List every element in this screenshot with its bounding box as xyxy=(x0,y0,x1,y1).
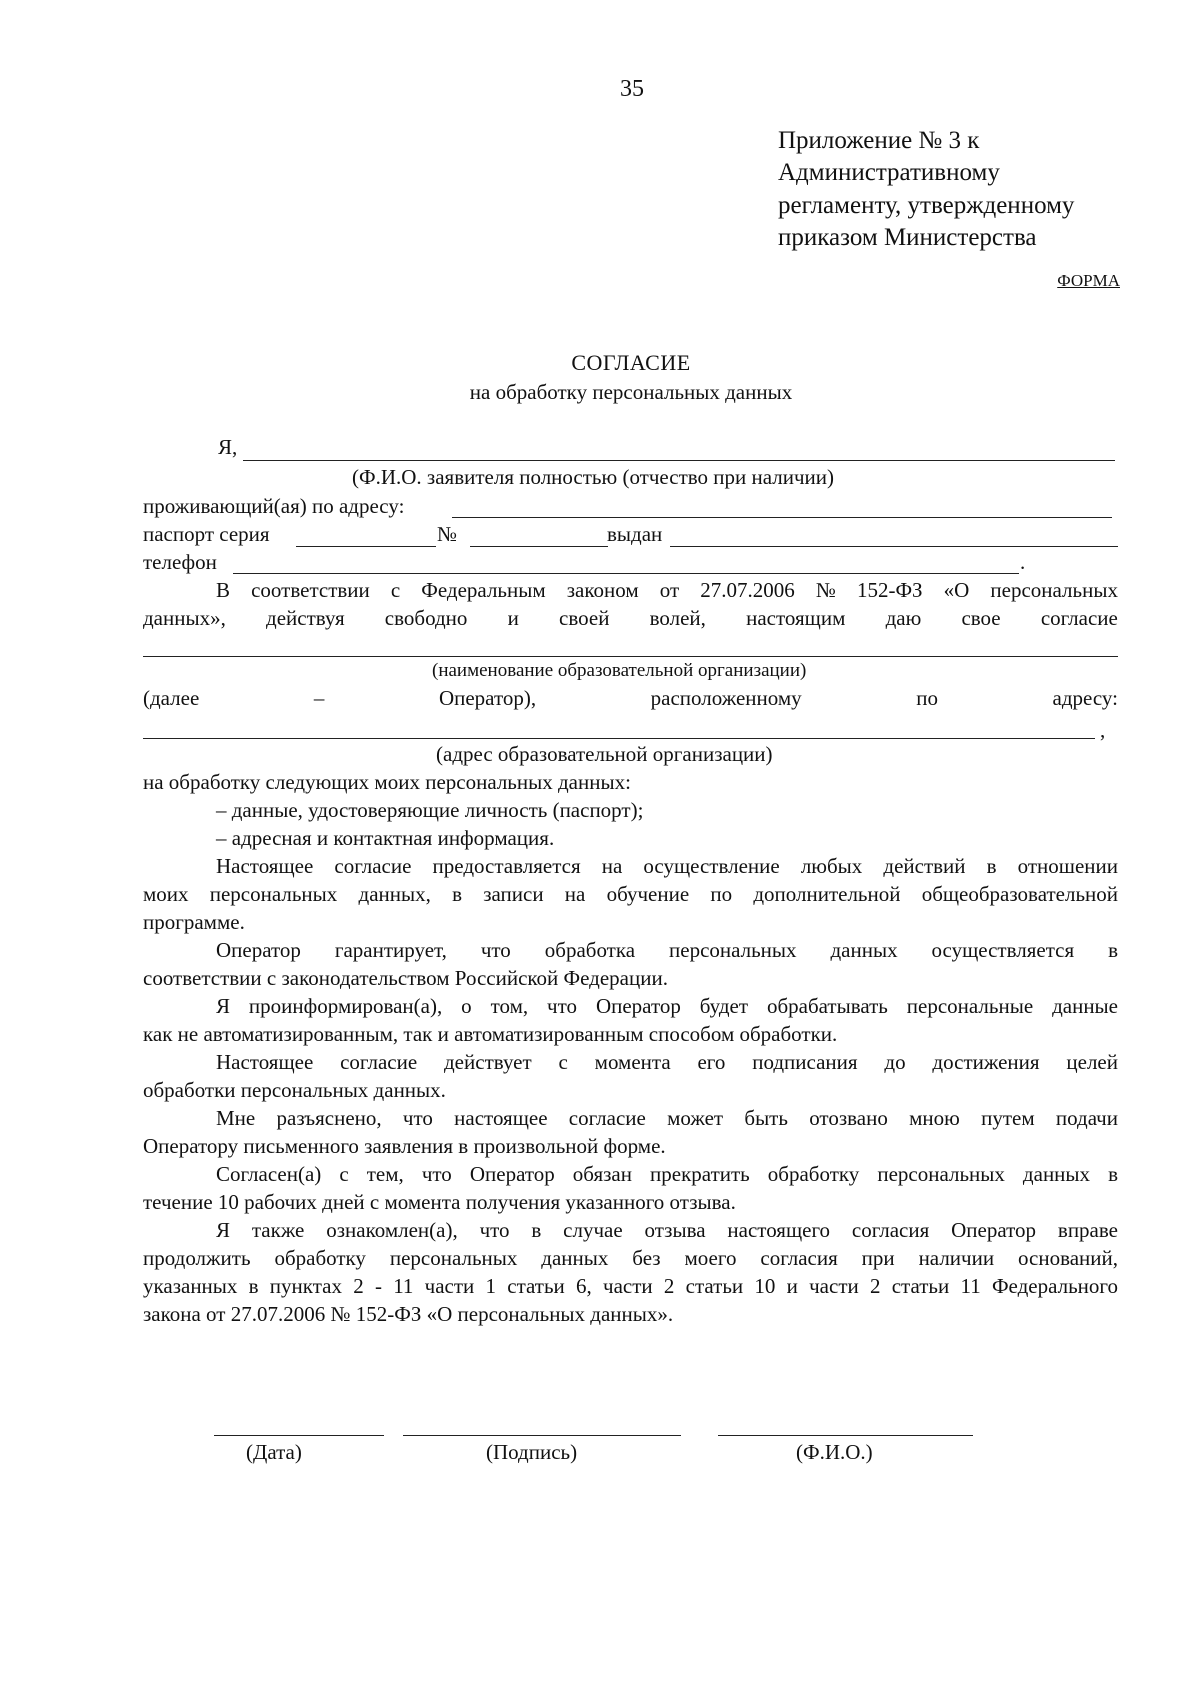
fio-field[interactable] xyxy=(243,460,1115,461)
annex-line-1: Приложение № 3 к xyxy=(778,127,980,154)
word: по xyxy=(916,686,938,710)
text-line: Оператор гарантирует, что обработка персональных данных осуществляется в xyxy=(216,938,1118,962)
phone-label: телефон xyxy=(143,550,217,574)
word: расположенному xyxy=(650,686,802,710)
passport-series-label: паспорт серия xyxy=(143,522,270,546)
word: с xyxy=(390,578,401,602)
paragraph-5-line-2: Оператору письменного заявления в произвольной форме. xyxy=(143,1134,666,1158)
intro-line-2 xyxy=(143,604,1118,632)
word: данных», xyxy=(143,606,226,630)
paragraph-7-line-1 xyxy=(216,1216,1118,1244)
paragraph-4-line-1 xyxy=(216,1048,1118,1076)
address-field[interactable] xyxy=(452,517,1112,518)
word: 152-ФЗ xyxy=(856,578,923,602)
paragraph-7-line-2 xyxy=(143,1244,1118,1272)
annex-line-4: приказом Министерства xyxy=(778,224,1037,251)
paragraph-6-line-2: течение 10 рабочих дней с момента получения указанного отзыва. xyxy=(143,1190,736,1214)
word: (далее xyxy=(143,686,200,710)
word: персональных xyxy=(990,578,1118,602)
doc-subtitle: на обработку персональных данных xyxy=(469,380,793,404)
form-label: ФОРМА xyxy=(1057,271,1120,290)
word: даю xyxy=(885,606,922,630)
passport-number-label: № xyxy=(437,522,458,546)
org-address-hint: (адрес образовательной организации) xyxy=(436,742,773,766)
signature-label: (Подпись) xyxy=(486,1440,578,1464)
operator-line xyxy=(143,684,1118,712)
word: Федеральным xyxy=(421,578,546,602)
word: своей xyxy=(559,606,610,630)
text-line: указанных в пунктах 2 - 11 части 1 статьи 6, части 2 статьи 10 и части 2 статьи 11 Федерального xyxy=(143,1274,1118,1298)
word: от xyxy=(659,578,680,602)
passport-issued-label: выдан xyxy=(607,522,663,546)
word: свободно xyxy=(384,606,468,630)
text-line: Я также ознакомлен(а), что в случае отзыва настоящего согласия Оператор вправе xyxy=(216,1218,1118,1242)
word: «О xyxy=(943,578,970,602)
passport-series-field[interactable] xyxy=(296,546,436,547)
paragraph-5-line-1 xyxy=(216,1104,1118,1132)
passport-number-field[interactable] xyxy=(470,546,608,547)
word: согласие xyxy=(1040,606,1118,630)
data-intro: на обработку следующих моих персональных данных: xyxy=(143,770,631,794)
word: настоящим xyxy=(746,606,846,630)
text-line: Настоящее согласие действует с момента его подписания до достижения целей xyxy=(216,1050,1118,1074)
phone-end: . xyxy=(1020,550,1026,574)
word: 27.07.2006 xyxy=(700,578,795,602)
date-field[interactable] xyxy=(214,1435,384,1436)
org-name-hint: (наименование образовательной организации) xyxy=(432,660,807,681)
page-number: 35 xyxy=(620,76,644,102)
fio-sign-field[interactable] xyxy=(718,1435,973,1436)
date-label: (Дата) xyxy=(246,1440,302,1464)
paragraph-7-line-4: закона от 27.07.2006 № 152-ФЗ «О персональных данных». xyxy=(143,1302,674,1326)
phone-field[interactable] xyxy=(233,573,1019,574)
paragraph-4-line-2: обработки персональных данных. xyxy=(143,1078,446,1102)
paragraph-1-line-3: программе. xyxy=(143,910,245,934)
paragraph-7-line-3 xyxy=(143,1272,1118,1300)
word: волей, xyxy=(649,606,706,630)
passport-issued-field[interactable] xyxy=(670,546,1118,547)
fio-sign-label: (Ф.И.О.) xyxy=(796,1440,873,1464)
text-line: Согласен(а) с тем, что Оператор обязан прекратить обработку персональных данных в xyxy=(216,1162,1118,1186)
org-address-field[interactable] xyxy=(143,738,1095,739)
word: № xyxy=(815,578,836,602)
word: и xyxy=(507,606,519,630)
paragraph-3-line-1 xyxy=(216,992,1118,1020)
text-line: продолжить обработку персональных данных без моего согласия при наличии оснований, xyxy=(143,1246,1118,1270)
paragraph-2-line-2: соответствии с законодательством Российской Федерации. xyxy=(143,966,668,990)
word: – xyxy=(313,686,325,710)
word: В xyxy=(216,578,231,602)
data-item: – данные, удостоверяющие личность (паспорт); xyxy=(216,798,644,822)
paragraph-6-line-1 xyxy=(216,1160,1118,1188)
intro-line-1 xyxy=(216,576,1118,604)
paragraph-2-line-1 xyxy=(216,936,1118,964)
fio-hint: (Ф.И.О. заявителя полностью (отчество при наличии) xyxy=(352,465,834,489)
paragraph-3-line-2: как не автоматизированным, так и автоматизированным способом обработки. xyxy=(143,1022,838,1046)
word: соответствии xyxy=(251,578,370,602)
i-label: Я, xyxy=(218,435,238,459)
paragraph-1-line-1 xyxy=(216,852,1118,880)
org-name-field[interactable] xyxy=(143,656,1118,657)
data-item: – адресная и контактная информация. xyxy=(216,826,555,850)
annex-line-3: регламенту, утвержденному xyxy=(778,192,1075,219)
text-line: Я проинформирован(а), о том, что Оператор будет обрабатывать персональные данные xyxy=(216,994,1118,1018)
word: законом xyxy=(566,578,639,602)
text-line: моих персональных данных, в записи на обучение по дополнительной общеобразовательной xyxy=(143,882,1118,906)
signature-field[interactable] xyxy=(403,1435,681,1436)
word: действуя xyxy=(266,606,345,630)
address-label: проживающий(ая) по адресу: xyxy=(143,494,405,518)
word: Оператор), xyxy=(438,686,537,710)
word: свое xyxy=(961,606,1001,630)
paragraph-1-line-2 xyxy=(143,880,1118,908)
text-line: Мне разъяснено, что настоящее согласие может быть отозвано мною путем подачи xyxy=(216,1106,1118,1130)
org-address-end: , xyxy=(1100,718,1106,742)
doc-title: СОГЛАСИЕ xyxy=(571,350,691,375)
annex-line-2: Административному xyxy=(778,159,1000,186)
text-line: Настоящее согласие предоставляется на осуществление любых действий в отношении xyxy=(216,854,1118,878)
word: адресу: xyxy=(1052,686,1118,710)
